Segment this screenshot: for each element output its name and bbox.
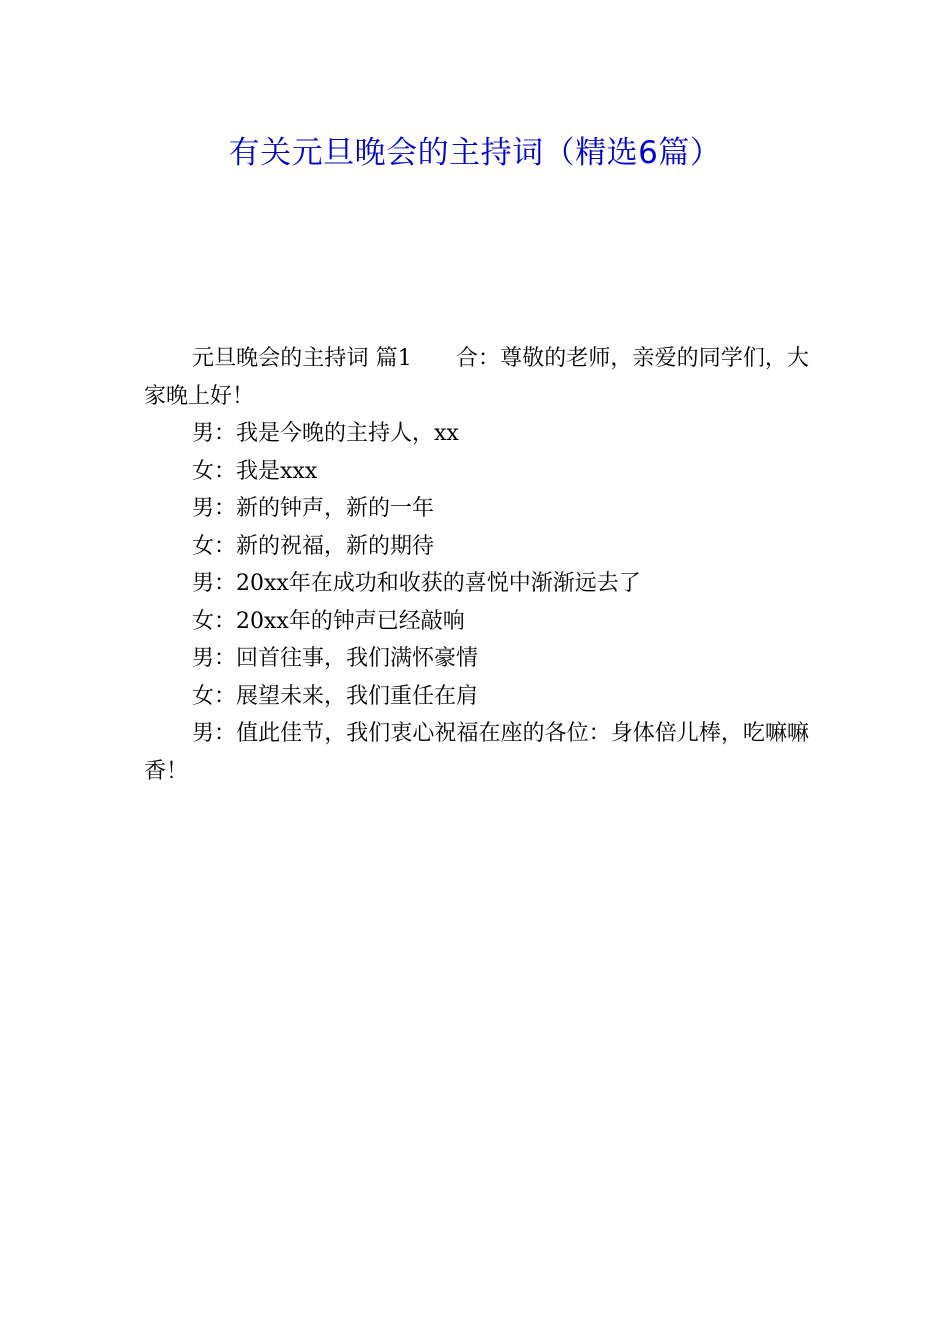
paragraph-8: 男：回首往事，我们满怀豪情 — [192, 646, 479, 671]
document-body — [144, 340, 809, 790]
paragraph-10: 男：值此佳节，我们衷心祝福在座的各位：身体倍儿棒，吃嘛嘛香！ — [144, 721, 809, 784]
paragraph-5: 女：新的祝福，新的期待 — [192, 533, 435, 559]
paragraph-6: 男：20xx年在成功和收获的喜悦中渐渐远去了 — [192, 571, 641, 596]
paragraph-3: 女：我是xxx — [192, 458, 318, 484]
paragraph-2: 男：我是今晚的主持人，xx — [192, 421, 459, 446]
paragraph-4: 男：新的钟声，新的一年 — [192, 496, 435, 521]
document-title: 有关元旦晚会的主持词（精选6篇） — [228, 135, 722, 171]
paragraph-1: 元旦晚会的主持词 篇1 合：尊敬的老师，亲爱的同学们，大家晚上好！ — [144, 346, 809, 409]
paragraph-7: 女：20xx年的钟声已经敲响 — [192, 608, 465, 634]
paragraph-9: 女：展望未来，我们重任在肩 — [192, 683, 479, 709]
